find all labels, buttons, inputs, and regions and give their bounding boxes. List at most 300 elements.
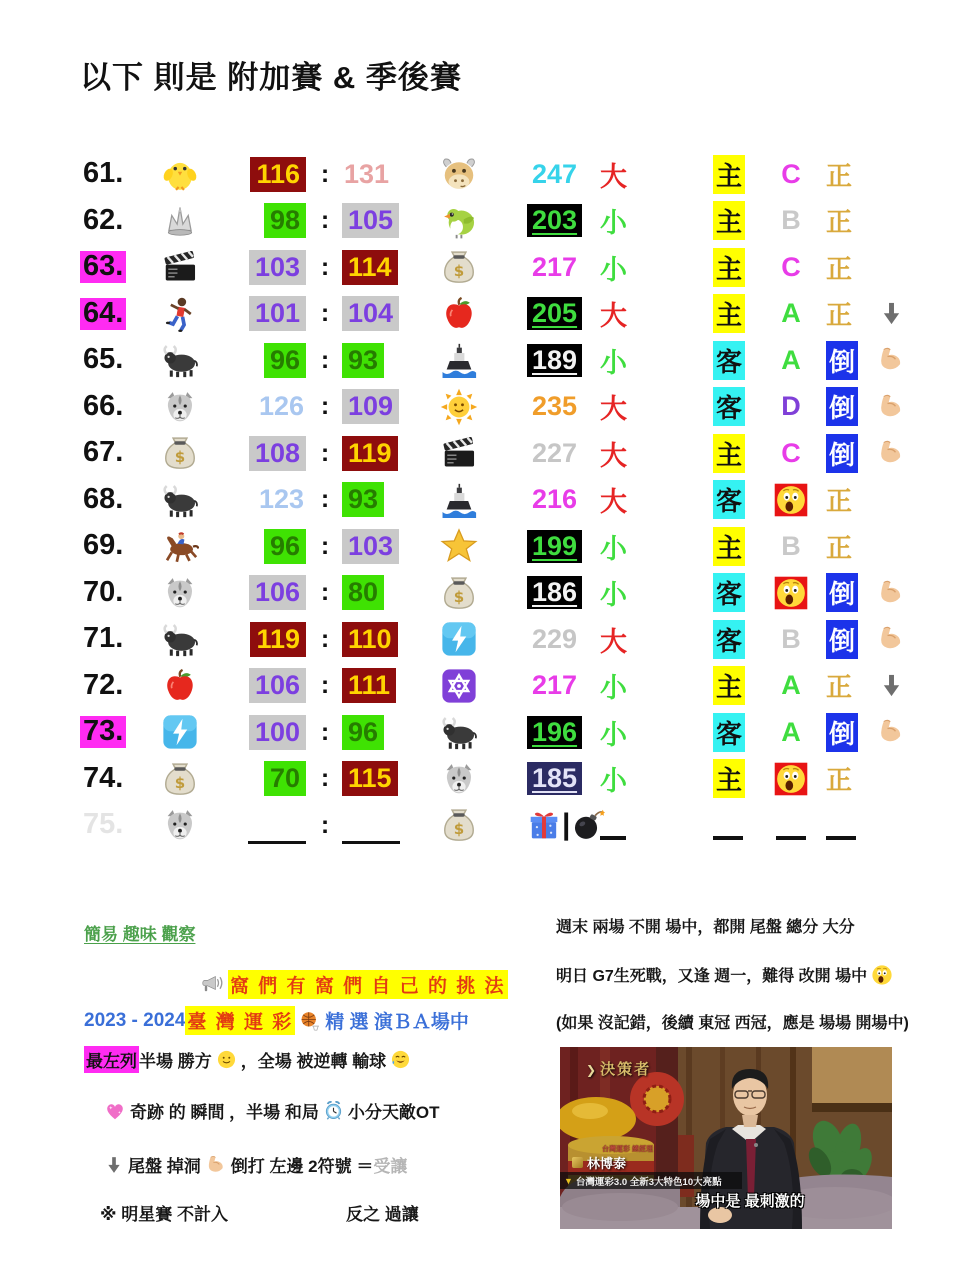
- total-points: [527, 663, 597, 710]
- apple-icon: [440, 295, 478, 333]
- home-score: [230, 198, 306, 245]
- away-score-value: 111: [342, 668, 396, 703]
- wolf-icon: [440, 760, 478, 798]
- moneybag-icon: [440, 248, 478, 286]
- home-away-flag: [713, 430, 753, 477]
- home-away-value: 主: [713, 666, 745, 705]
- hexagram-icon: [440, 667, 478, 705]
- away-score-value: 93: [342, 482, 384, 517]
- grade: [770, 430, 812, 477]
- over-under-value: 小: [600, 673, 627, 704]
- over-under-value: 小: [600, 719, 627, 750]
- extra-marker: [868, 384, 914, 431]
- away-score-value: 105: [342, 203, 399, 238]
- away-team-cell: [434, 709, 484, 756]
- note-text: 精 選 演ＢＡ場中: [325, 1012, 469, 1033]
- result-flag: [826, 291, 866, 338]
- home-score-value: 100: [249, 715, 306, 750]
- grade: [770, 244, 812, 291]
- row-number-text: 65.: [83, 343, 124, 376]
- result-value: 倒: [826, 713, 858, 752]
- extra-marker: [868, 756, 914, 803]
- home-score-value: 96: [264, 343, 306, 378]
- grade-value: A: [781, 670, 801, 701]
- home-away-flag: [713, 198, 753, 245]
- results-table: [0, 151, 968, 849]
- grade: [770, 477, 812, 524]
- moneybag-icon: [161, 434, 199, 472]
- score-colon: :: [320, 392, 330, 421]
- total-points-value: 205: [527, 297, 582, 330]
- home-away-flag: [713, 523, 753, 570]
- row-number: [80, 291, 140, 338]
- muscle-icon: [876, 578, 906, 608]
- total-points: [527, 244, 597, 291]
- ship-icon: [440, 341, 478, 379]
- total-points: [527, 523, 597, 570]
- note-line: [84, 920, 195, 945]
- total-points: [527, 384, 597, 431]
- home-away-value: 客: [713, 341, 745, 380]
- home-away-value: 主: [713, 294, 745, 333]
- table-row: [0, 663, 968, 710]
- note-line: [556, 963, 897, 986]
- away-team-cell: [434, 291, 484, 338]
- extra-marker: [868, 477, 914, 524]
- note-line: [84, 1006, 469, 1035]
- logo-flame-icon: ❯: [586, 1063, 599, 1077]
- over-under-value: 大: [600, 440, 627, 471]
- result-value: 正: [826, 672, 853, 703]
- home-team-cell: [156, 802, 204, 849]
- home-away-value: 主: [713, 248, 745, 287]
- table-row: [0, 570, 968, 617]
- table-row: [0, 151, 968, 198]
- note-text: 週末 兩場 不開 場中，都開 尾盤 總分 大分: [556, 919, 855, 936]
- note-text: 臺 灣 運 彩: [185, 1006, 295, 1035]
- result-value: 倒: [826, 434, 858, 473]
- home-team-cell: [156, 244, 204, 291]
- extra-marker: [868, 151, 914, 198]
- home-score-value: 106: [249, 668, 306, 703]
- score-colon: :: [320, 717, 330, 746]
- total-points-value: 217: [532, 670, 578, 701]
- away-score-value: 96: [342, 715, 384, 750]
- away-score: [342, 291, 420, 338]
- home-score: [230, 663, 306, 710]
- buffalo-icon: [440, 713, 478, 751]
- grade: [770, 291, 812, 338]
- table-row: [0, 384, 968, 431]
- extra-marker: [868, 337, 914, 384]
- result-flag: [826, 477, 866, 524]
- row-number-text: 71.: [83, 622, 124, 655]
- score-blank: [248, 807, 306, 844]
- row-number-text: 74.: [83, 761, 124, 794]
- grade-value: B: [781, 205, 801, 236]
- result-flag: [826, 709, 866, 756]
- marker-triangle-icon: ▼: [564, 1175, 573, 1186]
- over-under-value: 小: [600, 347, 627, 378]
- blank-dash: [826, 810, 856, 840]
- score-colon: :: [320, 206, 330, 235]
- svg-text:$: $: [174, 448, 186, 467]
- home-away-value: 主: [713, 527, 745, 566]
- bird-icon: [440, 202, 478, 240]
- away-score: [342, 198, 420, 245]
- grade: [770, 756, 812, 803]
- row-number-text: 70.: [83, 575, 124, 608]
- away-score: [342, 523, 420, 570]
- result-flag: [826, 337, 866, 384]
- result-value: 正: [826, 207, 853, 238]
- away-score: [342, 477, 420, 524]
- note-text: 反之 過讓: [345, 1205, 419, 1224]
- home-score: [230, 616, 306, 663]
- megaphone-icon: [200, 973, 224, 997]
- table-row: [0, 523, 968, 570]
- result-value: 正: [826, 253, 853, 284]
- gift-icon: [527, 808, 561, 842]
- home-score-value: 96: [264, 529, 306, 564]
- svg-text:$: $: [453, 262, 465, 281]
- note-line: [100, 1152, 407, 1177]
- down-icon: [104, 1155, 124, 1175]
- wolf-icon: [161, 806, 199, 844]
- home-score-value: 123: [258, 484, 304, 515]
- table-row: [0, 709, 968, 756]
- away-score: [342, 337, 420, 384]
- total-points: [527, 477, 597, 524]
- page-title: 以下 則是 附加賽 & 季後賽: [80, 60, 462, 95]
- home-away-flag: [713, 477, 753, 524]
- wolf-icon: [161, 388, 199, 426]
- row-number: [80, 244, 140, 291]
- score-colon: :: [320, 531, 330, 560]
- note-text: 最左列: [84, 1046, 139, 1073]
- chick-icon: [161, 155, 199, 193]
- extra-marker: [868, 244, 914, 291]
- result-flag: [826, 616, 866, 663]
- over-under-value: 大: [600, 487, 627, 518]
- over-under-value: 大: [600, 626, 627, 657]
- home-score: [230, 337, 306, 384]
- total-points: [527, 616, 597, 663]
- apple-icon: [161, 667, 199, 705]
- over-under: [600, 523, 640, 570]
- horse-icon: [161, 527, 199, 565]
- extra-marker: [868, 663, 914, 710]
- away-score-value: 115: [342, 761, 398, 796]
- over-under: [600, 802, 640, 849]
- home-away-value: 主: [713, 201, 745, 240]
- note-text: 窩 們 有 窩 們 自 己 的 挑 法: [228, 970, 508, 999]
- over-under-value: 大: [600, 301, 627, 332]
- home-score: [230, 151, 306, 198]
- svg-text:$: $: [453, 820, 465, 839]
- note-text: 2023 - 2024: [84, 1009, 186, 1031]
- result-flag: [826, 663, 866, 710]
- ship-icon: [440, 481, 478, 519]
- total-points-value: 189: [527, 344, 582, 377]
- blank-dash: [600, 810, 626, 840]
- show-logo: ❯ 決策者: [586, 1061, 652, 1078]
- svg-text:$: $: [174, 773, 186, 792]
- note-text: 明日 G7生死戰，又逢 週一，難得 改開 場中: [556, 968, 868, 985]
- score-colon: :: [320, 345, 330, 374]
- row-number-text: 69.: [83, 529, 124, 562]
- away-team-cell: [434, 337, 484, 384]
- away-score-value: 110: [342, 622, 398, 657]
- grade: [770, 709, 812, 756]
- result-value: 正: [826, 300, 853, 331]
- home-team-cell: [156, 291, 204, 338]
- note-text: ※ 明星賽 不計入: [100, 1205, 228, 1224]
- total-points: [527, 291, 597, 338]
- result-flag: [826, 244, 866, 291]
- score-colon: :: [320, 764, 330, 793]
- away-team-cell: [434, 570, 484, 617]
- grade: [770, 151, 812, 198]
- grade: [770, 523, 812, 570]
- home-away-value: 客: [713, 573, 745, 612]
- note-text: 簡易 趣味 觀察: [84, 925, 196, 944]
- total-points-value: 196: [527, 716, 582, 749]
- result-value: 倒: [826, 620, 858, 659]
- grade-value: A: [781, 716, 801, 747]
- row-number-text: 75.: [83, 808, 124, 841]
- row-number-text: 62.: [83, 203, 124, 236]
- over-under-value: 大: [600, 161, 627, 192]
- smile-icon: [216, 1049, 237, 1070]
- shocked-icon: [774, 483, 808, 517]
- home-score: [230, 430, 306, 477]
- result-flag: [826, 384, 866, 431]
- over-under: [600, 291, 640, 338]
- away-team-cell: [434, 663, 484, 710]
- row-number-text: 73.: [80, 716, 126, 748]
- total-points-value: 186: [527, 576, 582, 609]
- extra-marker: [868, 291, 914, 338]
- table-row: [0, 616, 968, 663]
- home-away-value: 客: [713, 387, 745, 426]
- total-points-value: 199: [527, 530, 582, 563]
- total-points-value: 235: [532, 391, 578, 422]
- row-number-text: 68.: [83, 482, 124, 515]
- home-score-value: 70: [264, 761, 306, 796]
- grade: [770, 616, 812, 663]
- grade-value: A: [781, 344, 801, 375]
- row-number: [80, 151, 140, 198]
- home-team-cell: [156, 616, 204, 663]
- note-text: 受讓: [373, 1157, 408, 1176]
- home-team-cell: [156, 570, 204, 617]
- row-number-text: 72.: [83, 668, 124, 701]
- buffalo-icon: [161, 620, 199, 658]
- basketball-icon: [299, 1010, 321, 1032]
- table-row: [0, 756, 968, 803]
- total-points-value: 229: [532, 623, 578, 654]
- away-score: [342, 570, 420, 617]
- away-score: [342, 430, 420, 477]
- away-team-cell: [434, 477, 484, 524]
- away-team-cell: [434, 244, 484, 291]
- home-away-value: 客: [713, 620, 745, 659]
- away-team-cell: [434, 616, 484, 663]
- over-under: [600, 337, 640, 384]
- grade-value: C: [781, 437, 801, 468]
- home-away-flag: [713, 337, 753, 384]
- grade: [770, 802, 812, 849]
- note-line: [556, 914, 855, 937]
- away-score-value: 103: [342, 529, 399, 564]
- home-away-value: 主: [713, 155, 745, 194]
- result-flag: [826, 198, 866, 245]
- row-number: [80, 198, 140, 245]
- row-number: [80, 616, 140, 663]
- down-icon: [878, 300, 905, 327]
- total-points-value: 203: [527, 204, 582, 237]
- away-team-cell: [434, 802, 484, 849]
- over-under: [600, 244, 640, 291]
- total-points-value: 216: [532, 484, 578, 515]
- result-value: 正: [826, 486, 853, 517]
- badge-icon: [572, 1157, 583, 1168]
- result-value: 倒: [826, 341, 858, 380]
- score-colon: :: [320, 578, 330, 607]
- sparkheart-icon: [104, 1100, 126, 1122]
- row-number: [80, 663, 140, 710]
- away-score-value: 131: [344, 158, 390, 189]
- note-text: 尾盤 掉洞: [128, 1157, 201, 1176]
- away-team-cell: [434, 151, 484, 198]
- clapper-icon: [161, 248, 199, 286]
- crown-icon: [161, 202, 199, 240]
- home-score: [230, 291, 306, 338]
- note-text: 半場 勝方: [139, 1052, 212, 1071]
- result-value: 正: [826, 532, 853, 563]
- away-team-cell: [434, 756, 484, 803]
- home-team-cell: [156, 151, 204, 198]
- home-away-flag: [713, 291, 753, 338]
- speaker-role: 台灣運彩 總經理: [602, 1146, 653, 1153]
- grade-value: D: [781, 391, 801, 422]
- over-under: [600, 570, 640, 617]
- score-colon: :: [320, 438, 330, 467]
- home-score-value: 126: [258, 391, 304, 422]
- row-number: [80, 384, 140, 431]
- note-line: [196, 970, 508, 999]
- away-score-value: 119: [342, 436, 398, 471]
- result-value: 倒: [826, 387, 858, 426]
- clapper-icon: [440, 434, 478, 472]
- note-text: 倒打 左邊 2符號 ＝: [230, 1157, 374, 1176]
- home-away-value: 主: [713, 759, 745, 798]
- score-colon: :: [320, 252, 330, 281]
- lightning-icon: [161, 713, 199, 751]
- over-under-value: 小: [600, 580, 627, 611]
- grade: [770, 570, 812, 617]
- row-number: [80, 802, 140, 849]
- buffalo-icon: [161, 481, 199, 519]
- result-flag: [826, 802, 866, 849]
- extra-marker: [868, 198, 914, 245]
- home-team-cell: [156, 663, 204, 710]
- note-line: [100, 1200, 419, 1225]
- row-number: [80, 756, 140, 803]
- note-text: 小分天敵OT: [347, 1103, 440, 1122]
- over-under: [600, 198, 640, 245]
- row-number: [80, 477, 140, 524]
- table-row: [0, 477, 968, 524]
- dancer-icon: [161, 295, 199, 333]
- extra-marker: [868, 570, 914, 617]
- result-flag: [826, 430, 866, 477]
- table-row: [0, 802, 968, 849]
- home-away-value: 主: [713, 434, 745, 473]
- row-number-text: 66.: [83, 389, 124, 422]
- score-colon: :: [320, 159, 330, 188]
- extra-marker: [868, 523, 914, 570]
- score-colon: :: [320, 299, 330, 328]
- score-colon: :: [320, 624, 330, 653]
- table-row: [0, 291, 968, 338]
- total-points-value: 227: [532, 437, 578, 468]
- home-away-flag: [713, 802, 753, 849]
- home-score: [230, 384, 306, 431]
- row-number-text: 63.: [80, 251, 126, 283]
- home-team-cell: [156, 477, 204, 524]
- score-blank: [342, 807, 400, 844]
- note-line: [556, 1010, 909, 1033]
- total-points: [527, 430, 597, 477]
- sun-icon: [440, 388, 478, 426]
- home-team-cell: [156, 756, 204, 803]
- home-team-cell: [156, 523, 204, 570]
- cow-icon: [440, 155, 478, 193]
- total-points-value: 247: [532, 158, 578, 189]
- over-under-value: 小: [600, 766, 627, 797]
- away-score-value: 104: [342, 296, 399, 331]
- video-caption: 場中是 最刺激的: [695, 1193, 805, 1210]
- result-flag: [826, 151, 866, 198]
- over-under: [600, 709, 640, 756]
- home-team-cell: [156, 337, 204, 384]
- away-score-value: 80: [342, 575, 384, 610]
- note-text: 奇跡 的 瞬間 ，半場 和局: [130, 1103, 319, 1122]
- score-colon: :: [320, 671, 330, 700]
- table-row: [0, 244, 968, 291]
- grade: [770, 384, 812, 431]
- away-team-cell: [434, 384, 484, 431]
- home-team-cell: [156, 198, 204, 245]
- laugh-icon: [390, 1049, 411, 1070]
- note-text: ，全場 被逆轉 輸球: [240, 1052, 387, 1071]
- row-number: [80, 570, 140, 617]
- muscle-icon: [205, 1154, 227, 1176]
- away-team-cell: [434, 430, 484, 477]
- lightning-icon: [440, 620, 478, 658]
- over-under-value: 小: [600, 254, 627, 285]
- extra-marker: [868, 616, 914, 663]
- home-team-cell: [156, 384, 204, 431]
- note-line: [100, 1098, 440, 1123]
- note-line: [84, 1046, 415, 1073]
- moneybag-icon: [440, 574, 478, 612]
- home-score: [230, 802, 306, 849]
- video-thumbnail[interactable]: [560, 1047, 892, 1229]
- home-score-value: 106: [249, 575, 306, 610]
